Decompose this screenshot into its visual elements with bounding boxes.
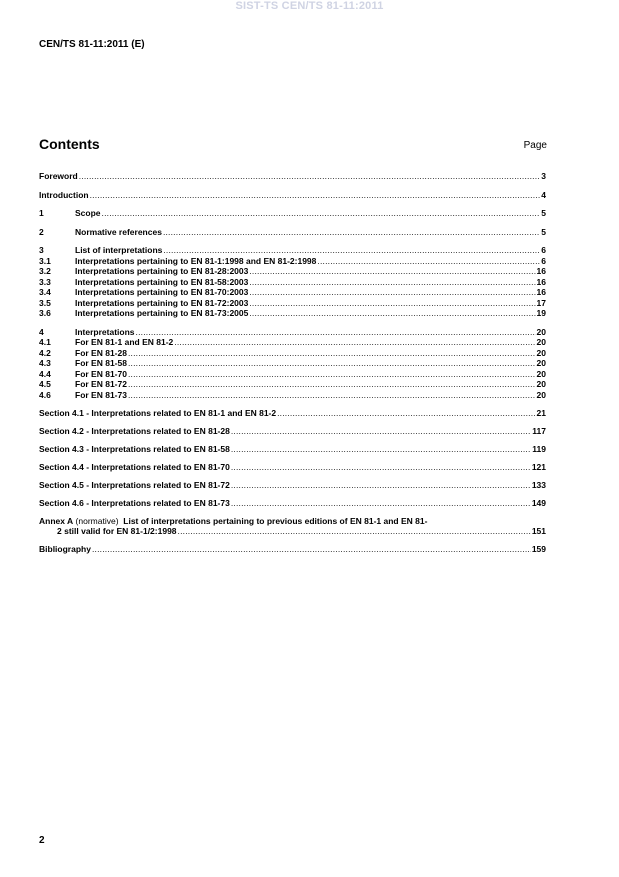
dot-leader <box>231 498 531 509</box>
dot-leader <box>90 190 541 201</box>
toc-entry-list-of-interpretations[interactable]: 3 List of interpretations ..... 6 <box>39 245 546 256</box>
annex-a-page: 151 <box>531 526 546 536</box>
dot-leader <box>231 480 531 491</box>
document-id-header: CEN/TS 81-11:2011 (E) <box>39 39 145 50</box>
dot-leader <box>102 208 541 219</box>
toc-entry-4-1[interactable]: 4.1 For EN 81-1 and EN 81-2 ..... 20 <box>39 337 546 348</box>
toc-entry-4-6[interactable]: 4.6 For EN 81-73 ..... 20 <box>39 390 546 401</box>
dot-leader <box>128 348 536 359</box>
toc-entry-4-5[interactable]: 4.5 For EN 81-72 ..... 20 <box>39 379 546 390</box>
dot-leader <box>249 287 535 298</box>
toc-entry-foreword[interactable]: Foreword ..... 3 <box>39 171 546 182</box>
toc-entry-introduction[interactable]: Introduction ..... 4 <box>39 190 546 201</box>
contents-heading: Contents <box>39 136 100 152</box>
dot-leader <box>231 426 531 437</box>
toc-entry-3-4[interactable]: 3.4 Interpretations pertaining to EN 81-70:2003 ..... 16 <box>39 287 546 298</box>
dot-leader <box>163 245 540 256</box>
dot-leader <box>249 298 535 309</box>
toc-entry-scope[interactable]: 1 Scope ..... 5 <box>39 208 546 219</box>
dot-leader <box>128 369 536 380</box>
toc-entry-section-4-4[interactable]: Section 4.4 - Interpretations related to EN 81-70 ..... 121 <box>39 462 546 473</box>
toc-entry-4-2[interactable]: 4.2 For EN 81-28 ..... 20 <box>39 348 546 359</box>
dot-leader <box>249 308 535 319</box>
annex-a-label: Annex A <box>39 515 74 526</box>
toc-entry-section-4-2[interactable]: Section 4.2 - Interpretations related to EN 81-28 ..... 117 <box>39 426 546 437</box>
dot-leader <box>92 544 531 555</box>
dot-leader <box>128 358 536 369</box>
toc-entry-interpretations[interactable]: 4 Interpretations ..... 20 <box>39 327 546 338</box>
toc-entry-4-4[interactable]: 4.4 For EN 81-70 ..... 20 <box>39 369 546 380</box>
toc-entry-section-4-3[interactable]: Section 4.3 - Interpretations related to EN 81-58 ..... 119 <box>39 444 546 455</box>
annex-a-normative-tag: (normative) <box>75 515 119 526</box>
dot-leader <box>249 277 535 288</box>
toc-entry-normative-references[interactable]: 2 Normative references ..... 5 <box>39 227 546 238</box>
toc-entry-3-3[interactable]: 3.3 Interpretations pertaining to EN 81-58:2003 ..... 16 <box>39 277 546 288</box>
annex-a-title-line1: List of interpretations pertaining to previous editions of EN 81-1 and EN 81- <box>123 515 428 526</box>
dot-leader <box>136 327 536 338</box>
dot-leader <box>231 444 531 455</box>
toc-entry-3-6[interactable]: 3.6 Interpretations pertaining to EN 81-73:2005 ..... 19 <box>39 308 546 319</box>
toc-entry-section-4-1[interactable]: Section 4.1 - Interpretations related to EN 81-1 and EN 81-2 ..... 21 <box>39 408 546 419</box>
dot-leader <box>128 390 536 401</box>
dot-leader <box>178 526 531 537</box>
toc-entry-bibliography[interactable]: Bibliography ..... 159 <box>39 544 546 555</box>
dot-leader <box>163 227 540 238</box>
toc-entry-section-4-5[interactable]: Section 4.5 - Interpretations related to EN 81-72 ..... 133 <box>39 480 546 491</box>
dot-leader <box>317 256 540 267</box>
table-of-contents <box>39 171 546 555</box>
toc-entry-section-4-6[interactable]: Section 4.6 - Interpretations related to EN 81-73 ..... 149 <box>39 498 546 509</box>
page-number: 2 <box>39 835 45 846</box>
annex-a-title-line2: 2 still valid for EN 81-1/2:1998 <box>57 526 177 536</box>
toc-entry-3-5[interactable]: 3.5 Interpretations pertaining to EN 81-72:2003 ..... 17 <box>39 298 546 309</box>
dot-leader <box>249 266 535 277</box>
page-column-label: Page <box>523 140 547 151</box>
dot-leader <box>128 379 536 390</box>
dot-leader <box>277 408 535 419</box>
toc-entry-4-3[interactable]: 4.3 For EN 81-58 ..... 20 <box>39 358 546 369</box>
dot-leader <box>79 171 541 182</box>
dot-leader <box>174 337 535 348</box>
dot-leader <box>231 462 531 473</box>
watermark: SIST-TS CEN/TS 81-11:2011 <box>235 0 384 12</box>
toc-entry-3-1[interactable]: 3.1 Interpretations pertaining to EN 81-1:1998 and EN 81-2:1998 ..... 6 <box>39 256 546 267</box>
toc-entry-annex-a[interactable] <box>39 516 546 537</box>
toc-entry-3-2[interactable]: 3.2 Interpretations pertaining to EN 81-28:2003 ..... 16 <box>39 266 546 277</box>
